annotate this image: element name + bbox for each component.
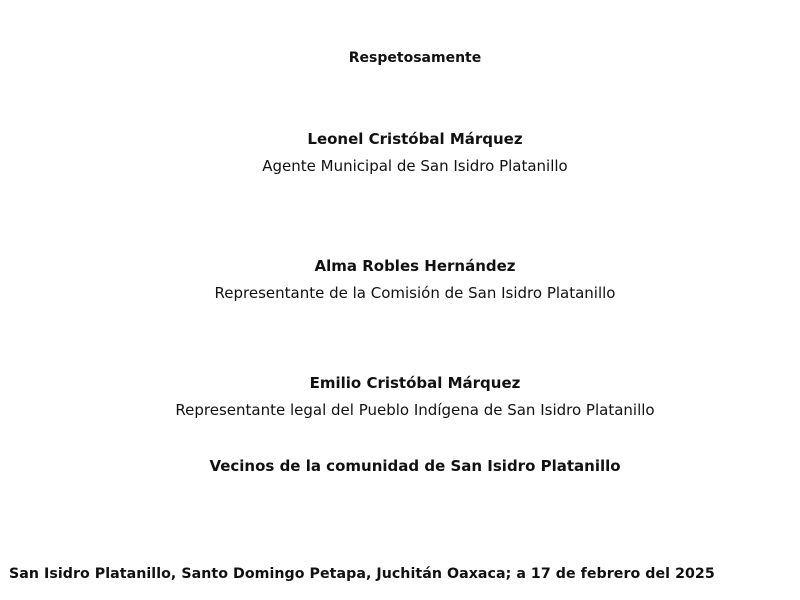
signatory-2-role: Representante de la Comisión de San Isidro Platanillo <box>214 284 616 302</box>
signatory-1-role: Agente Municipal de San Isidro Platanillo <box>262 157 568 175</box>
signatory-3-role: Representante legal del Pueblo Indígena de San Isidro Platanillo <box>175 401 655 419</box>
community-neighbors: Vecinos de la comunidad de San Isidro Platanillo <box>209 457 621 475</box>
signatory-1-name: Leonel Cristóbal Márquez <box>307 130 523 148</box>
signatory-2-name: Alma Robles Hernández <box>314 257 516 275</box>
place-and-date: San Isidro Platanillo, Santo Domingo Petapa, Juchitán Oaxaca; a 17 de febrero del 2025 <box>9 566 715 582</box>
closing-salutation: Respetosamente <box>348 50 482 66</box>
signatory-3-name: Emilio Cristóbal Márquez <box>309 374 521 392</box>
